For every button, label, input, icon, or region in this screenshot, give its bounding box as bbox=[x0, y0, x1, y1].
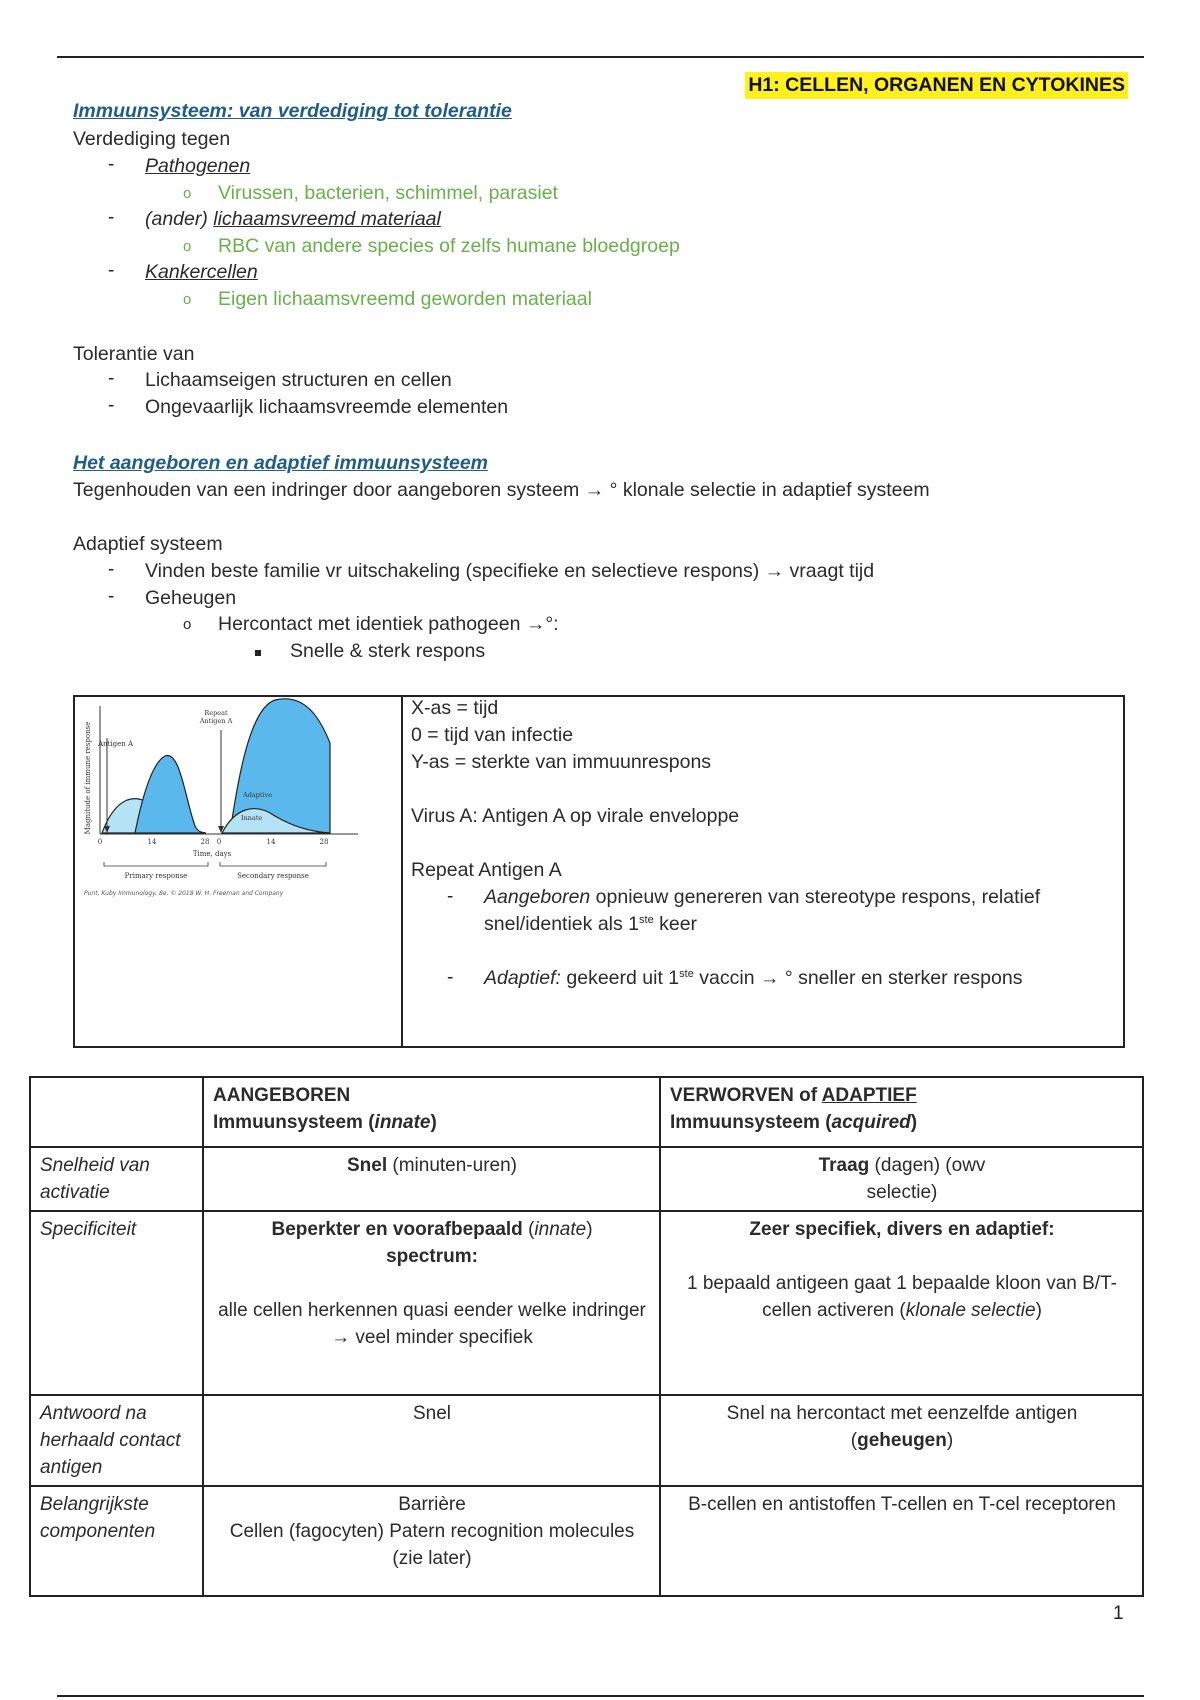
chart-tick: 0 bbox=[97, 838, 103, 846]
section-heading-immune-system: Immuunsysteem: van verdediging tot tolerantie bbox=[73, 100, 512, 122]
cell-innate-repeat: Snel bbox=[203, 1395, 660, 1486]
comparison-table bbox=[29, 1076, 1144, 1597]
note-virus-a: Virus A: Antigen A op virale enveloppe bbox=[411, 805, 740, 827]
note-innate-bullet-line2: snel/identiek als 1ste keer bbox=[484, 913, 698, 935]
chart-label-repeat-antigen: Antigen A bbox=[199, 717, 233, 725]
table-header-row bbox=[30, 1077, 1143, 1147]
chart-tick: 14 bbox=[147, 838, 157, 846]
chart-tick: 28 bbox=[200, 838, 210, 846]
footer-rule bbox=[57, 1695, 1144, 1697]
cell-adaptive-repeat: Snel na hercontact met eenzelfde antigen (geheugen) bbox=[660, 1395, 1143, 1486]
circle-bullet: o bbox=[183, 185, 192, 202]
table-row bbox=[30, 1211, 1143, 1395]
header-adaptive: VERWORVEN of ADAPTIEF Immuunsysteem (acquired) bbox=[660, 1077, 1143, 1147]
defense-sub-foreign-material: RBC van andere species of zelfs humane bloedgroep bbox=[218, 235, 680, 257]
cell-innate-components: Barrière Cellen (fagocyten) Patern recognition molecules (zie later) bbox=[203, 1486, 660, 1596]
adaptive-item: Geheugen bbox=[145, 587, 237, 609]
tolerance-intro: Tolerantie van bbox=[73, 343, 195, 365]
cell-innate-speed: Snel (minuten-uren) bbox=[203, 1147, 660, 1211]
note-repeat-antigen: Repeat Antigen A bbox=[411, 859, 562, 881]
cell-adaptive-speed: Traag (dagen) (owv selectie) bbox=[660, 1147, 1143, 1211]
chart-label-adaptive: Adaptive bbox=[243, 791, 273, 799]
innate-to-adaptive-line: Tegenhouden van een indringer door aangeboren systeem → ° klonale selectie in adaptief systeem bbox=[73, 479, 930, 501]
dash-bullet: - bbox=[447, 886, 454, 907]
defense-sub-pathogens: Virussen, bacterien, schimmel, parasiet bbox=[218, 182, 558, 204]
page-number: 1 bbox=[1113, 1603, 1124, 1624]
dash-bullet: - bbox=[108, 154, 115, 175]
tolerance-item: Ongevaarlijk lichaamsvreemde elementen bbox=[145, 396, 509, 418]
dash-bullet: - bbox=[108, 368, 115, 389]
circle-bullet: o bbox=[183, 291, 192, 308]
note-innate-bullet: Aangeboren opnieuw genereren van stereotype respons, relatief bbox=[484, 886, 1041, 908]
cell-innate-specificity: Beperkter en voorafbepaald (innate) spectrum: alle cellen herkennen quasi eender welke indringer → veel minder specifiek bbox=[203, 1211, 660, 1395]
note-adaptive-bullet: Adaptief: gekeerd uit 1ste vaccin → ° sneller en sterker respons bbox=[484, 967, 1023, 989]
chart-credit: Punt, Kuby Immunology, 8e, © 2018 W. H. Freeman and Company bbox=[84, 890, 284, 897]
tolerance-item: Lichaamseigen structuren en cellen bbox=[145, 369, 452, 391]
row-label-speed: Snelheid van activatie bbox=[30, 1147, 203, 1211]
secondary-bracket bbox=[220, 862, 326, 866]
circle-bullet: o bbox=[183, 616, 192, 633]
adaptive-intro: Adaptief systeem bbox=[73, 533, 223, 555]
defense-item-cancer-cells: Kankercellen bbox=[145, 261, 258, 283]
note-zero: 0 = tijd van infectie bbox=[411, 724, 574, 746]
immune-response-chart bbox=[80, 698, 398, 903]
cell-adaptive-specificity: Zeer specifiek, divers en adaptief: 1 bepaald antigeen gaat 1 bepaalde kloon van B/T-cellen activeren (klonale selectie) bbox=[660, 1211, 1143, 1395]
defense-intro: Verdediging tegen bbox=[73, 128, 231, 150]
chart-label-innate: Innate bbox=[241, 814, 263, 822]
header-rule bbox=[57, 56, 1144, 58]
row-label-specificity: Specificiteit bbox=[30, 1211, 203, 1395]
dash-bullet: - bbox=[108, 260, 115, 281]
primary-bracket bbox=[104, 862, 208, 866]
row-label-repeat-contact: Antwoord na herhaald contact antigen bbox=[30, 1395, 203, 1486]
dash-bullet: - bbox=[447, 967, 454, 988]
cell-adaptive-components: B-cellen en antistoffen T-cellen en T-cel receptoren bbox=[660, 1486, 1143, 1596]
circle-bullet: o bbox=[183, 238, 192, 255]
note-x-axis: X-as = tijd bbox=[411, 697, 499, 719]
memory-subsub: Snelle & sterk respons bbox=[290, 640, 486, 662]
chart-tick: 14 bbox=[266, 838, 276, 846]
dash-bullet: - bbox=[108, 586, 115, 607]
page-title: H1: CELLEN, ORGANEN EN CYTOKINES bbox=[745, 72, 1128, 99]
adaptive-item: Vinden beste familie vr uitschakeling (specifieke en selectieve respons) → vraagt tijd bbox=[145, 560, 875, 582]
adaptive-primary-area bbox=[135, 755, 206, 833]
row-label-components: Belangrijkste componenten bbox=[30, 1486, 203, 1596]
chart-tick: 0 bbox=[216, 838, 222, 846]
chart-tick: 28 bbox=[319, 838, 329, 846]
chart-label-repeat: Repeat bbox=[204, 709, 228, 717]
dash-bullet: - bbox=[108, 207, 115, 228]
chart-label-antigen-a: Antigen A bbox=[98, 740, 134, 748]
defense-item-foreign-material: (ander) lichaamsvreemd materiaal bbox=[145, 208, 441, 230]
chart-xlabel: Time, days bbox=[192, 850, 232, 858]
chart-label-primary-response: Primary response bbox=[124, 872, 188, 880]
note-y-axis: Y-as = sterkte van immuunrespons bbox=[411, 751, 712, 773]
table-row bbox=[30, 1395, 1143, 1486]
section-heading-innate-adaptive: Het aangeboren en adaptief immuunsysteem bbox=[73, 452, 489, 474]
figure-box-divider bbox=[401, 695, 403, 1048]
dash-bullet: - bbox=[108, 559, 115, 580]
memory-sub: Hercontact met identiek pathogeen →°: bbox=[218, 613, 559, 635]
chart-label-secondary-response: Secondary response bbox=[237, 872, 309, 880]
defense-sub-cancer-cells: Eigen lichaamsvreemd geworden materiaal bbox=[218, 288, 592, 310]
table-row bbox=[30, 1147, 1143, 1211]
table-row bbox=[30, 1486, 1143, 1596]
chart-ylabel: Magnitude of immune response bbox=[84, 721, 92, 835]
header-innate: AANGEBOREN Immuunsysteem (innate) bbox=[203, 1077, 660, 1147]
table-corner-cell bbox=[30, 1077, 203, 1147]
square-bullet bbox=[255, 650, 261, 656]
defense-item-pathogens: Pathogenen bbox=[145, 155, 251, 177]
dash-bullet: - bbox=[108, 395, 115, 416]
